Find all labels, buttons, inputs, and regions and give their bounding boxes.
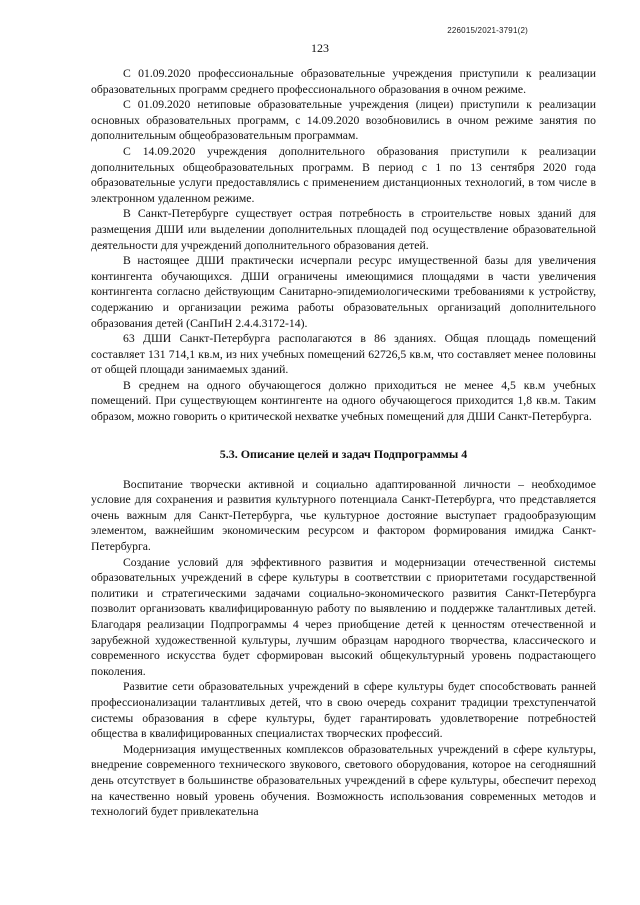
paragraph-area-per-student: В среднем на одного обучающегося должно приходиться не менее 4,5 кв.м учебных помещений. При существующем контингенте на одного обучающегося приходится 1,8 кв.м. Таким образом, можно говорить о критической нехватке учебных помещений для ДШИ Санкт-Петербурга. (91, 378, 596, 424)
paragraph-personality-upbringing: Воспитание творчески активной и социально адаптированной личности – необходимое условие для сохранения и развития культурного потенциала Санкт-Петербурга, что представляется очень важным для Санкт-Петербурга, чье культурное достояние выступает градообразующим элементом, важнейшим экономическим ресурсом и фактором формирования имиджа Санкт-Петербурга. (91, 477, 596, 554)
paragraph-property-modernization: Модернизация имущественных комплексов образовательных учреждений в сфере культуры, внедрение современного технического звукового, светового оборудования, которое на сегодняшний день отсутствует в большинстве образовательных учреждений в сфере культуры, обеспечит переход на качественно новый уровень обучения. Возможность использования современных методов и технологий будет привлекательна (91, 742, 596, 819)
paragraph-professional-institutions: С 01.09.2020 профессиональные образовательные учреждения приступили к реализации образовательных программ среднего профессионального образования в очном режиме. (91, 67, 596, 96)
page-number: 123 (311, 41, 329, 55)
paragraph-modernization-conditions: Создание условий для эффективного развития и модернизации отечественной системы образовательных учреждений в сфере культуры в соответствии с приоритетами государственной политики и стратегическими задачами социально-экономического развития Санкт-Петербурга позволит организовать квалифицированную работу по выявлению и поддержке талантливых детей. Благодаря реализации Подпрограммы 4 через приобщение детей к ценностям отечественной и зарубежной художественной культуры, лучшим образцам народного творчества, классического и современного искусства будет сформирован высокий общекультурный уровень подрастающего поколения. (91, 555, 596, 678)
paragraph-buildings-area: 63 ДШИ Санкт-Петербурга располагаются в 86 зданиях. Общая площадь помещений составляет 131 714,1 кв.м, из них учебных помещений 62726,5 кв.м, что составляет менее половины от общей площади занимаемых зданий. (91, 332, 596, 377)
paragraph-lyceums: С 01.09.2020 нетиповые образовательные учреждения (лицеи) приступили к реализации основных образовательных программ, с 14.09.2020 возобновились в очном режиме занятия по дополнительным общеобразовательным программам. (91, 98, 596, 143)
paragraph-additional-education: С 14.09.2020 учреждения дополнительного образования приступили к реализации дополнительных общеобразовательных программ. В период с 1 по 13 сентября 2020 года образовательные услуги предоставлялись с применением дистанционных технологий, в том числе в электронном удаленном режиме. (91, 144, 596, 205)
document-registration-number: 226015/2021-3791(2) (447, 26, 528, 35)
paragraph-network-development: Развитие сети образовательных учреждений в сфере культуры будет способствовать ранней профессионализации талантливых детей, что в свою очередь сохранит традиции трехступенчатой системы образования в сфере культуры, будет гарантировать удовлетворение потребностей общества в квалифицированных специалистах творческих профессий. (91, 680, 596, 741)
document-body (91, 66, 596, 820)
section-heading: 5.3. Описание целей и задач Подпрограммы 4 (219, 446, 468, 461)
paragraph-resource-limits: В настоящее ДШИ практически исчерпали ресурс имущественной базы для увеличения контингента обучающихся. ДШИ ограничены имеющимися площадями в части увеличения контингента согласно действующим Санитарно-эпидемиологическими требованиями к устройству, содержанию и организации режима работы образовательных организаций дополнительного образования детей (СанПиН 2.4.4.3172-14). (91, 254, 596, 330)
paragraph-building-need: В Санкт-Петербурге существует острая потребность в строительстве новых зданий для размещения ДШИ или выделении дополнительных площадей под осуществление образовательной деятельности для учреждений дополнительного образования детей. (91, 207, 596, 252)
